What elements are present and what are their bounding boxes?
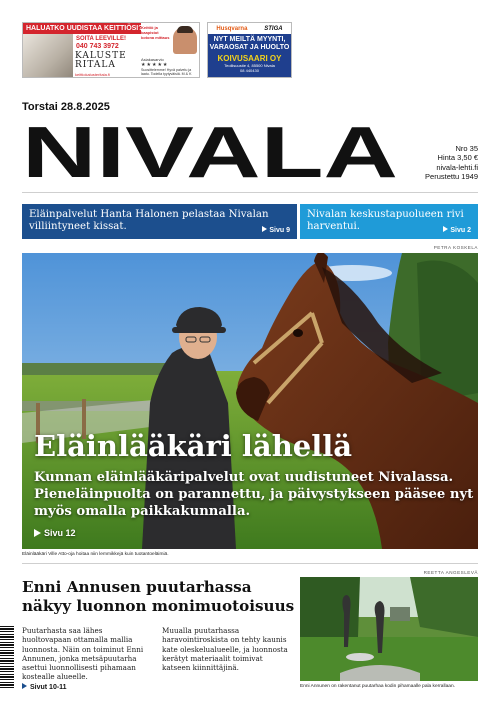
article-page-ref[interactable] (22, 683, 67, 691)
tools-ad-logos (208, 23, 291, 34)
issue-price: Hinta 3,50 € (437, 153, 478, 163)
play-arrow-icon (443, 226, 448, 232)
tools-ad-line2: VARAOSAT JA HUOLTO (209, 44, 290, 51)
barcode (0, 626, 14, 688)
teaser-animal-services[interactable] (22, 204, 297, 239)
photo-credit: REETTA ANGESLEVÄ (423, 570, 478, 575)
kitchen-ad-url: keittiokalusteritala.fi (75, 72, 110, 77)
masthead-logo-graphic (22, 119, 402, 181)
article-title[interactable]: Enni Annusen puutarhassa näkyy luonnon monimuotoisuus (22, 578, 295, 615)
teaser-text: Eläinpalvelut Hanta Halonen pelastaa Nivalan villiintyneet kissat. (29, 209, 269, 233)
kitchen-ad-call: SOITA LEEVILLE! (76, 36, 127, 42)
kitchen-image (23, 34, 73, 78)
stiga-logo: STIGA (264, 25, 283, 32)
tools-ad-address: Teollisuustie 4, 85500 Nivala (224, 63, 275, 68)
kitchen-ad-headline: HALUATKO UUDISTAA KEITTIÖSI? (23, 23, 141, 34)
kitchen-ad-sub: Asiakasarvio (141, 57, 164, 62)
tools-ad-company: KOIVUSAARI OY (217, 54, 282, 63)
website[interactable]: nivala-lehti.fi (436, 162, 478, 172)
masthead-title: NIVALA (22, 119, 398, 181)
garden-photo (300, 577, 478, 681)
article-page-label: Sivut 10-11 (30, 684, 67, 691)
kitchen-ad[interactable] (22, 22, 200, 78)
teaser-page-label: Sivu 9 (269, 227, 290, 234)
play-arrow-icon (262, 226, 267, 232)
teaser-text: Nivalan keskustapuolueen rivi harventui. (307, 209, 464, 233)
hero-page-label: Sivu 12 (44, 528, 76, 538)
kitchen-ad-middle-text: Keittiö ja kaapistot kotona mittaus (141, 25, 170, 40)
tools-ad-line1: NYT MEILTÄ MYYNTI, (213, 36, 286, 43)
divider (22, 563, 478, 564)
hero-page-ref (34, 528, 76, 538)
article-column-1: Puutarhasta saa lähes huoltovapaan ottamalla mallia luonnosta. Näin on toiminut Enni Annunen, jonka metsäpuutarha asettui luonnollisesti pihamaan kostealle alueelle. (22, 626, 144, 682)
kitchen-ad-phone: 040 743 3972 (76, 43, 119, 50)
husqvarna-logo: Husqvarna (216, 25, 248, 32)
founded: Perustettu 1949 (425, 172, 478, 182)
teaser-page-ref (262, 226, 290, 234)
hero-caption: Eläinlääkäri Ville Atto-oja hoitaa niin lemmikkejä kuin tuotantoeläimiä. (22, 552, 169, 557)
salesperson-photo (173, 27, 197, 54)
issue-number: Nro 35 (455, 144, 478, 153)
teaser-centre-party[interactable] (300, 204, 478, 239)
divider (22, 192, 478, 193)
garden-caption: Enni Annunen on rakentanut puutarhaa kodin pihamaalle pala kerrallaan. (300, 684, 455, 689)
play-arrow-icon (22, 683, 27, 689)
photo-credit: PETRA KOSKELA (433, 245, 478, 250)
rating-stars: ★★★★★ (141, 62, 169, 68)
tools-ad-phone: 08 440430 (240, 68, 259, 73)
issue-info (425, 144, 478, 182)
teaser-page-label: Sivu 2 (450, 227, 471, 234)
hero-headline: Eläinlääkäri lähellä (34, 429, 353, 463)
issue-date: Torstai 28.8.2025 (22, 101, 110, 113)
play-arrow-icon (34, 529, 41, 537)
article-column-2: Muualla puutarhassa haravointiroskista on tehty kaunis kate oleskelualueelle, ja luonnosta kerätyt materiaalit toimivat katseen kiinnittäjinä. (162, 626, 288, 673)
masthead-logo[interactable] (22, 119, 402, 181)
kitchen-ad-quote: Suosittelemme! Hyvä palvelu ja laatu. Todella tyytyväisiä. M & K (141, 68, 192, 76)
hero-story[interactable] (22, 253, 478, 549)
kitchen-ad-brand: KALUSTE RITALA (75, 51, 127, 70)
tools-ad[interactable] (207, 22, 292, 78)
hero-lead: Kunnan eläinlääkäripalvelut ovat uudistuneet Nivalassa. Pieneläinpuolta on parannettu, ja päivystykseen pääsee nyt myös omalla paikkakunnalla. (34, 470, 474, 519)
teaser-page-ref (443, 226, 471, 234)
